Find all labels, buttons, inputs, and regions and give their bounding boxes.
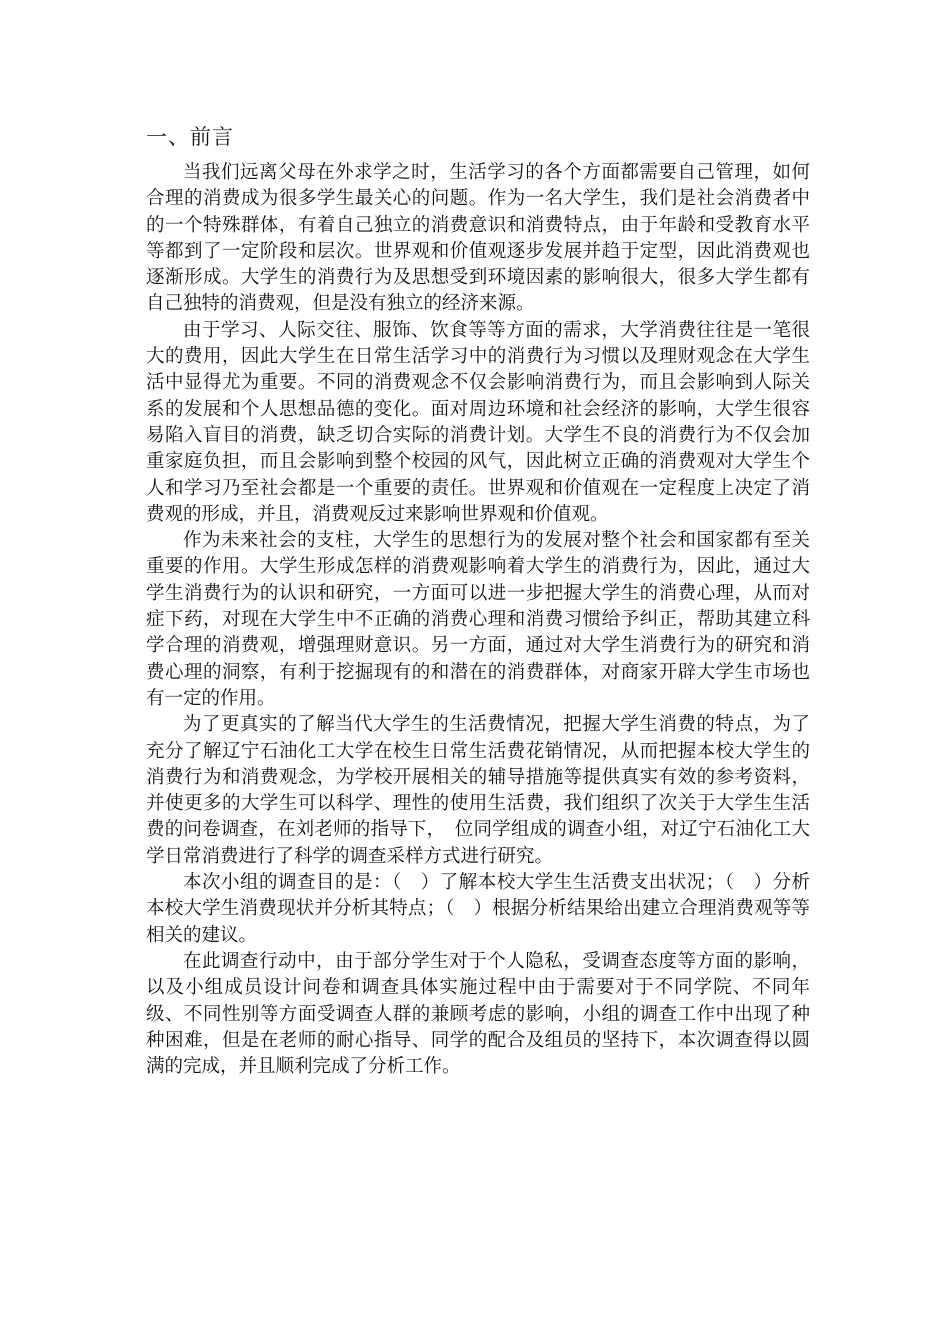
paragraph-3: 作为未来社会的支柱，大学生的思想行为的发展对整个社会和国家都有至关重要的作用。大学生形成怎样的消费观影响着大学生的消费行为，因此，通过大学生消费行为的认识和研究，一方面可以进一步把握大学生的消费心理，从而对症下药，对现在大学生中不正确的消费心理和消费习惯给予纠正，帮助其建立科学合理的消费观，增强理财意识。另一方面，通过对大学生消费行为的研究和消费心理的洞察，有利于挖掘现有的和潜在的消费群体，对商家开辟大学生市场也有一定的作用。 xyxy=(146,530,810,709)
paragraph-4: 为了更真实的了解当代大学生的生活费情况，把握大学生消费的特点，为了充分了解辽宁石油化工大学在校生日常生活费花销情况，从而把握本校大学生的消费行为和消费观念，为学校开展相关的辅导措施等提供真实有效的参考资料，并使更多的大学生可以科学、理性的使用生活费，我们组织了次关于大学生生活费的问卷调查，在刘老师的指导下， 位同学组成的调查小组，对辽宁石油化工大学日常消费进行了科学的调查采样方式进行研究。 xyxy=(146,714,810,867)
document-body xyxy=(146,122,810,1080)
paragraph-1: 当我们远离父母在外求学之时，生活学习的各个方面都需要自己管理，如何合理的消费成为很多学生最关心的问题。作为一名大学生，我们是社会消费者中的一个特殊群体，有着自己独立的消费意识和消费特点，由于年龄和受教育水平等都到了一定阶段和层次。世界观和价值观逐步发展并趋于定型，因此消费观也逐渐形成。大学生的消费行为及思想受到环境因素的影响很大，很多大学生都有自己独特的消费观，但是没有独立的经济来源。 xyxy=(146,162,810,315)
paragraph-2: 由于学习、人际交往、服饰、饮食等等方面的需求，大学消费往往是一笔很大的费用，因此大学生在日常生活学习中的消费行为习惯以及理财观念在大学生活中显得尤为重要。不同的消费观念不仅会影响消费行为，而且会影响到人际关系的发展和个人思想品德的变化。面对周边环境和社会经济的影响，大学生很容易陷入盲目的消费，缺乏切合实际的消费计划。大学生不良的消费行为不仅会加重家庭负担，而且会影响到整个校园的风气，因此树立正确的消费观对大学生个人和学习乃至社会都是一个重要的责任。世界观和价值观在一定程度上决定了消费观的形成，并且，消费观反过来影响世界观和价值观。 xyxy=(146,319,810,525)
paragraph-5: 本次小组的调查目的是：（ ）了解本校大学生生活费支出状况；（ ）分析本校大学生消费现状并分析其特点；（ ）根据分析结果给出建立合理消费观等等相关的建议。 xyxy=(146,872,810,946)
paragraph-6: 在此调查行动中，由于部分学生对于个人隐私，受调查态度等方面的影响，以及小组成员设计问卷和调查具体实施过程中由于需要对于不同学院、不同年级、不同性别等方面受调查人群的兼顾考虑的影响，小组的调查工作中出现了种种困难，但是在老师的耐心指导、同学的配合及组员的坚持下，本次调查得以圆满的完成，并且顺利完成了分析工作。 xyxy=(146,950,810,1078)
section-heading: 一、前言 xyxy=(146,125,234,149)
